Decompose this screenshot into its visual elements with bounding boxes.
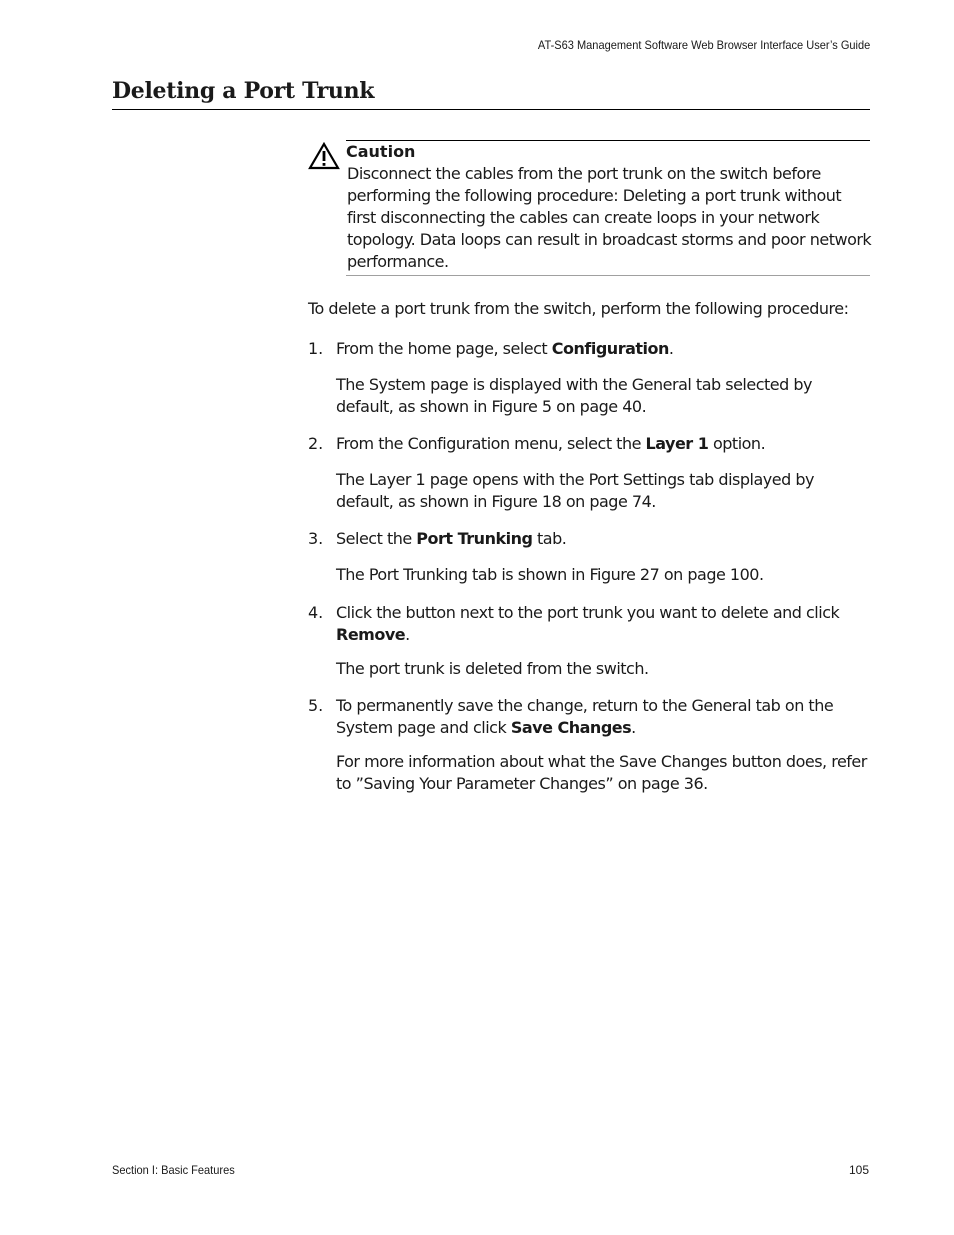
step-number: 5. — [308, 696, 324, 715]
caution-body: Disconnect the cables from the port trunk on the switch before performing the following procedure: Deleting a port trunk without first disconnecting the cables can create loops in your network topology. Data loops can result in broadcast storms and poor network performance. — [347, 164, 872, 271]
step-text-bold: Configuration — [551, 339, 669, 358]
step-text — [336, 338, 872, 360]
step-result: For more information about what the Save Changes button does, refer to ”Saving Your Parameter Changes” on page 36. — [336, 752, 867, 793]
step-text-before: Click the button next to the port trunk you want to delete and click — [336, 603, 840, 622]
step-text-after: . — [668, 339, 674, 358]
step-text-after: tab. — [532, 529, 567, 548]
title-rule — [112, 109, 870, 110]
step-text-before: From the Configuration menu, select the — [336, 434, 646, 453]
step-text-bold: Remove — [336, 625, 406, 644]
caution-bottom-rule — [346, 275, 870, 276]
step-text — [336, 602, 872, 646]
step-text-before: From the home page, select — [336, 339, 552, 358]
step-text — [336, 695, 872, 739]
page-number: 105 — [848, 1163, 869, 1177]
step-text-after: . — [631, 718, 636, 737]
step-text-after: . — [405, 625, 410, 644]
step-result: The port trunk is deleted from the switch. — [336, 659, 649, 678]
step-number: 3. — [308, 529, 324, 548]
section-title: Deleting a Port Trunk — [112, 78, 375, 104]
step-result: The Layer 1 page opens with the Port Settings tab displayed by default, as shown in Figure 18 on page 74. — [336, 470, 814, 511]
running-header: AT-S63 Management Software Web Browser Interface User’s Guide — [537, 38, 870, 52]
caution-heading: Caution — [346, 142, 416, 161]
step-result: The System page is displayed with the General tab selected by default, as shown in Figure 5 on page 40. — [336, 375, 812, 416]
step-text-after: option. — [708, 434, 766, 453]
step-text — [336, 528, 872, 550]
step-text-before: To permanently save the change, return to the General tab on the System page and click — [336, 696, 834, 737]
step-text-bold: Save Changes — [510, 718, 632, 737]
step-text-bold: Layer 1 — [645, 434, 709, 453]
warning-triangle-icon — [308, 142, 340, 170]
step-text-bold: Port Trunking — [416, 529, 533, 548]
intro-paragraph: To delete a port trunk from the switch, perform the following procedure: — [308, 299, 849, 318]
footer-section-label: Section I: Basic Features — [112, 1163, 235, 1177]
step-text-before: Select the — [336, 529, 417, 548]
step-text — [336, 433, 872, 455]
step-result: The Port Trunking tab is shown in Figure 27 on page 100. — [336, 565, 764, 584]
step-number: 1. — [308, 339, 324, 358]
step-number: 2. — [308, 434, 324, 453]
step-number: 4. — [308, 603, 324, 622]
caution-top-rule — [346, 140, 870, 141]
